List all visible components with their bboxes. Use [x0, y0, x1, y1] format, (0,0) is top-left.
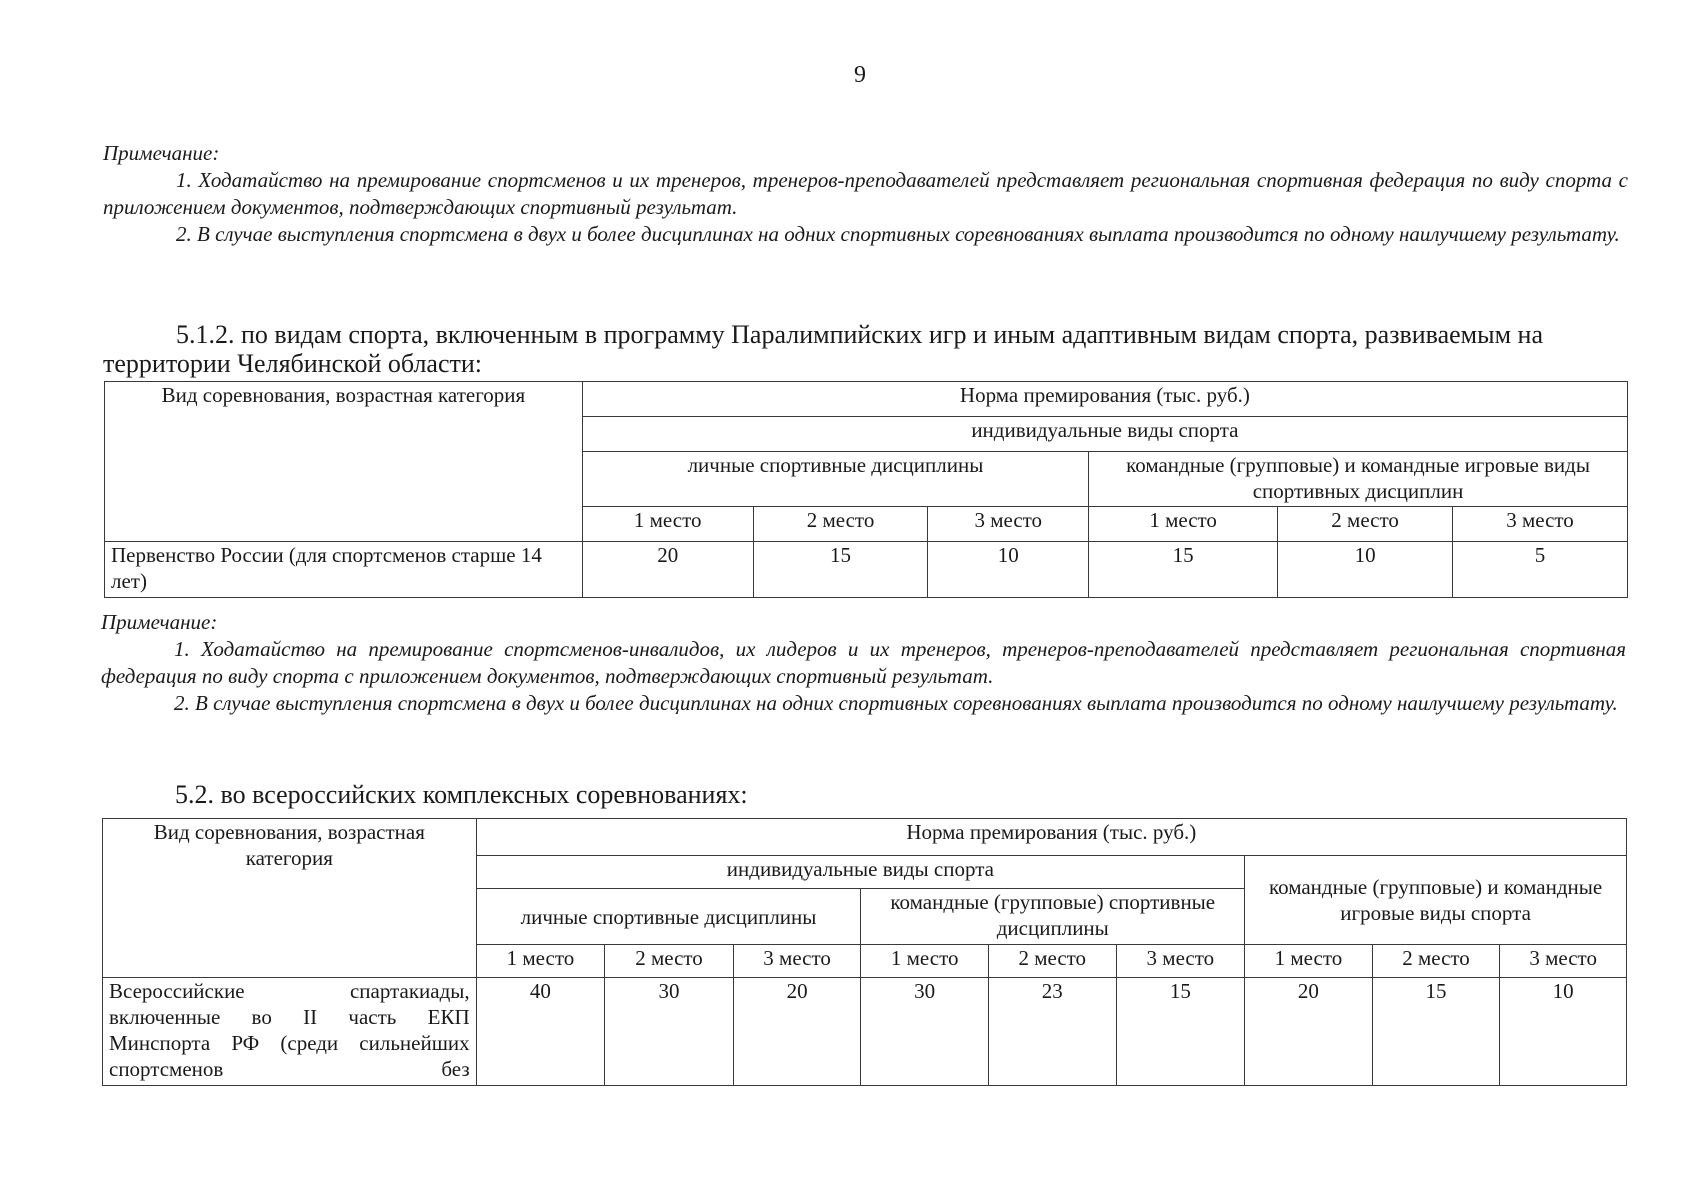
- header-norm: Норма премирования (тыс. руб.): [582, 382, 1627, 417]
- header-place: 2 место: [1278, 507, 1453, 542]
- row-label: Всероссийские спартакиады, включенные во II часть ЕКП Минспорта РФ (среди сильнейших спортсменов без: [103, 978, 477, 1086]
- cell-value: 20: [1245, 978, 1373, 1086]
- header-place: 3 место: [733, 945, 861, 978]
- header-place: 2 место: [605, 945, 734, 978]
- note-item: 2. В случае выступления спортсмена в двух и более дисциплинах на одних спортивных соревнованиях выплата производится по одному наилучшему результату.: [174, 691, 1618, 715]
- header-personal-disciplines: личные спортивные дисциплины: [582, 452, 1088, 507]
- table-row: [105, 542, 1628, 598]
- note-block-1: [103, 140, 1628, 248]
- cell-value: 15: [1089, 542, 1278, 598]
- cell-value: 10: [1500, 978, 1627, 1086]
- header-place: 3 место: [1453, 507, 1628, 542]
- section-heading-5-1-2: 5.1.2. по видам спорта, включенным в программу Паралимпийских игр и иным адаптивным видам спорта, развиваемым на территории Челябинской области:: [103, 320, 1543, 378]
- note-item: 1. Ходатайство на премирование спортсменов и их тренеров, тренеров-преподавателей представляет региональная спортивная федерация по виду спорта с приложением документов, подтверждающих спортивный результат.: [103, 168, 1628, 219]
- header-team-group-disciplines: командные (групповые) спортивные дисциплины: [861, 889, 1245, 945]
- cell-value: 10: [1278, 542, 1453, 598]
- header-place: 3 место: [1116, 945, 1245, 978]
- row-label: Первенство России (для спортсменов старше 14 лет): [105, 542, 583, 598]
- header-norm: Норма премирования (тыс. руб.): [476, 819, 1626, 856]
- header-place: 1 место: [476, 945, 605, 978]
- cell-value: 20: [582, 542, 753, 598]
- award-table-paralympic: [104, 381, 1628, 598]
- cell-value: 40: [476, 978, 605, 1086]
- cell-value: 15: [1116, 978, 1245, 1086]
- header-competition-type: Вид соревнования, возрастная категория: [103, 819, 477, 978]
- cell-value: 10: [928, 542, 1089, 598]
- cell-value: 15: [753, 542, 928, 598]
- section-heading-5-2: 5.2. во всероссийских комплексных соревнованиях:: [175, 780, 748, 809]
- award-table-complex: [102, 818, 1627, 1086]
- page-number: 9: [854, 62, 866, 88]
- header-place: 2 место: [753, 507, 928, 542]
- header-place: 3 место: [1500, 945, 1627, 978]
- cell-value: 23: [988, 978, 1116, 1086]
- header-individual-sports: индивидуальные виды спорта: [476, 856, 1245, 889]
- table-row: [103, 978, 1627, 1086]
- note-item: 2. В случае выступления спортсмена в двух и более дисциплинах на одних спортивных соревнованиях выплата производится по одному наилучшему результату.: [176, 222, 1620, 246]
- header-place: 2 место: [988, 945, 1116, 978]
- header-personal-disciplines: личные спортивные дисциплины: [476, 889, 861, 945]
- header-team-disciplines: командные (групповые) и командные игровые виды спортивных дисциплин: [1089, 452, 1628, 507]
- cell-value: 30: [605, 978, 734, 1086]
- header-place: 1 место: [1245, 945, 1373, 978]
- note-item: 1. Ходатайство на премирование спортсменов-инвалидов, их лидеров и их тренеров, тренеров-преподавателей представляет региональная спортивная федерация по виду спорта с приложением документов, подтверждающих спортивный результат.: [101, 637, 1626, 688]
- header-place: 1 место: [582, 507, 753, 542]
- note-heading: Примечание:: [103, 141, 220, 165]
- header-place: 1 место: [1089, 507, 1278, 542]
- note-block-2: [101, 609, 1626, 717]
- cell-value: 30: [861, 978, 989, 1086]
- header-place: 3 место: [928, 507, 1089, 542]
- header-place: 2 место: [1372, 945, 1500, 978]
- note-heading: Примечание:: [101, 610, 218, 634]
- cell-value: 5: [1453, 542, 1628, 598]
- header-team-game-sports: командные (групповые) и командные игровые виды спорта: [1245, 856, 1627, 945]
- cell-value: 20: [733, 978, 861, 1086]
- header-individual-sports: индивидуальные виды спорта: [582, 417, 1627, 452]
- cell-value: 15: [1372, 978, 1500, 1086]
- header-competition-type: Вид соревнования, возрастная категория: [105, 382, 583, 542]
- header-place: 1 место: [861, 945, 989, 978]
